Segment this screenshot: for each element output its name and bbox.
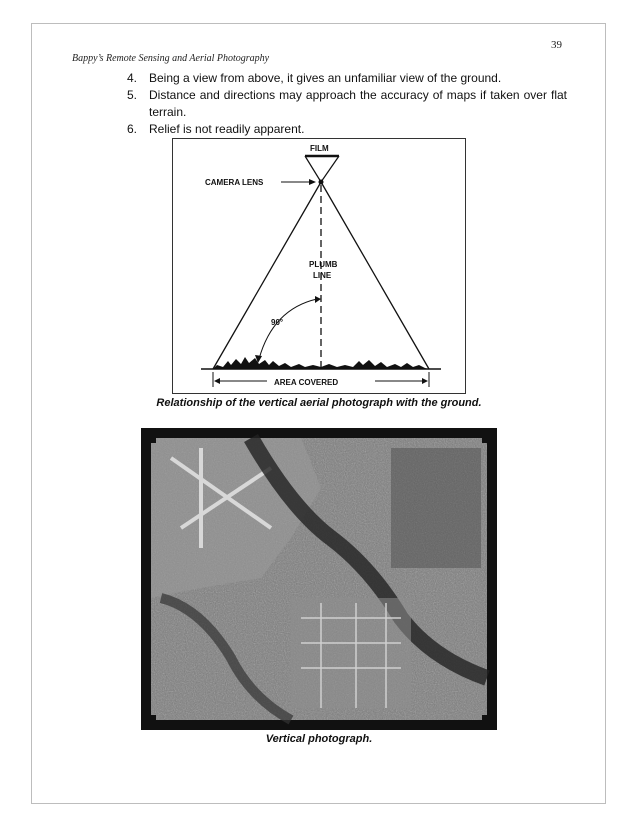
- photo-forest: [391, 448, 481, 568]
- list-item-number: 5.: [127, 88, 138, 102]
- film-cone-left: [305, 156, 321, 182]
- angle-label: 90°: [271, 318, 284, 327]
- angle-arc: [259, 299, 317, 359]
- page-number: 39: [551, 39, 562, 51]
- photo-corner-mark: [482, 715, 494, 727]
- angle-arrowhead-top: [315, 296, 321, 303]
- film-label: FILM: [310, 144, 329, 153]
- photo-corner-mark: [144, 715, 156, 727]
- film-cone-right: [321, 156, 339, 182]
- list-item-number: 6.: [127, 122, 138, 136]
- aerial-photo-svg: [141, 428, 497, 730]
- photo-caption: Vertical photograph.: [265, 733, 373, 745]
- list-item: [127, 121, 567, 138]
- list-item-text: Being a view from above, it gives an unfamiliar view of the ground.: [149, 71, 502, 85]
- area-arrowhead-left: [214, 378, 220, 384]
- fov-line-right: [321, 182, 429, 369]
- list-item: [127, 87, 567, 121]
- vertical-aerial-photograph: [141, 428, 497, 730]
- camera-lens-arrowhead: [309, 179, 316, 185]
- photo-town: [291, 598, 411, 708]
- list-item: [127, 70, 567, 87]
- plumb-label-2: LINE: [313, 271, 332, 280]
- camera-lens-label: CAMERA LENS: [205, 178, 264, 187]
- list-item-number: 4.: [127, 71, 138, 85]
- list-item-text: Distance and directions may approach the accuracy of maps if taken over flat terrain.: [149, 88, 567, 119]
- photo-corner-mark: [482, 431, 494, 443]
- area-arrowhead-right: [422, 378, 428, 384]
- plumb-label-1: PLUMB: [309, 260, 338, 269]
- fov-line-left: [213, 182, 321, 369]
- diagram-svg: [173, 139, 467, 395]
- running-header: Bappy’s Remote Sensing and Aerial Photography: [72, 53, 270, 64]
- list-item-text: Relief is not readily apparent.: [149, 122, 305, 136]
- diagram-caption: Relationship of the vertical aerial photograph with the ground.: [156, 397, 482, 409]
- numbered-list: [127, 70, 567, 138]
- photo-corner-mark: [144, 431, 156, 443]
- area-covered-label: AREA COVERED: [274, 378, 339, 387]
- vertical-photo-diagram: [172, 138, 466, 394]
